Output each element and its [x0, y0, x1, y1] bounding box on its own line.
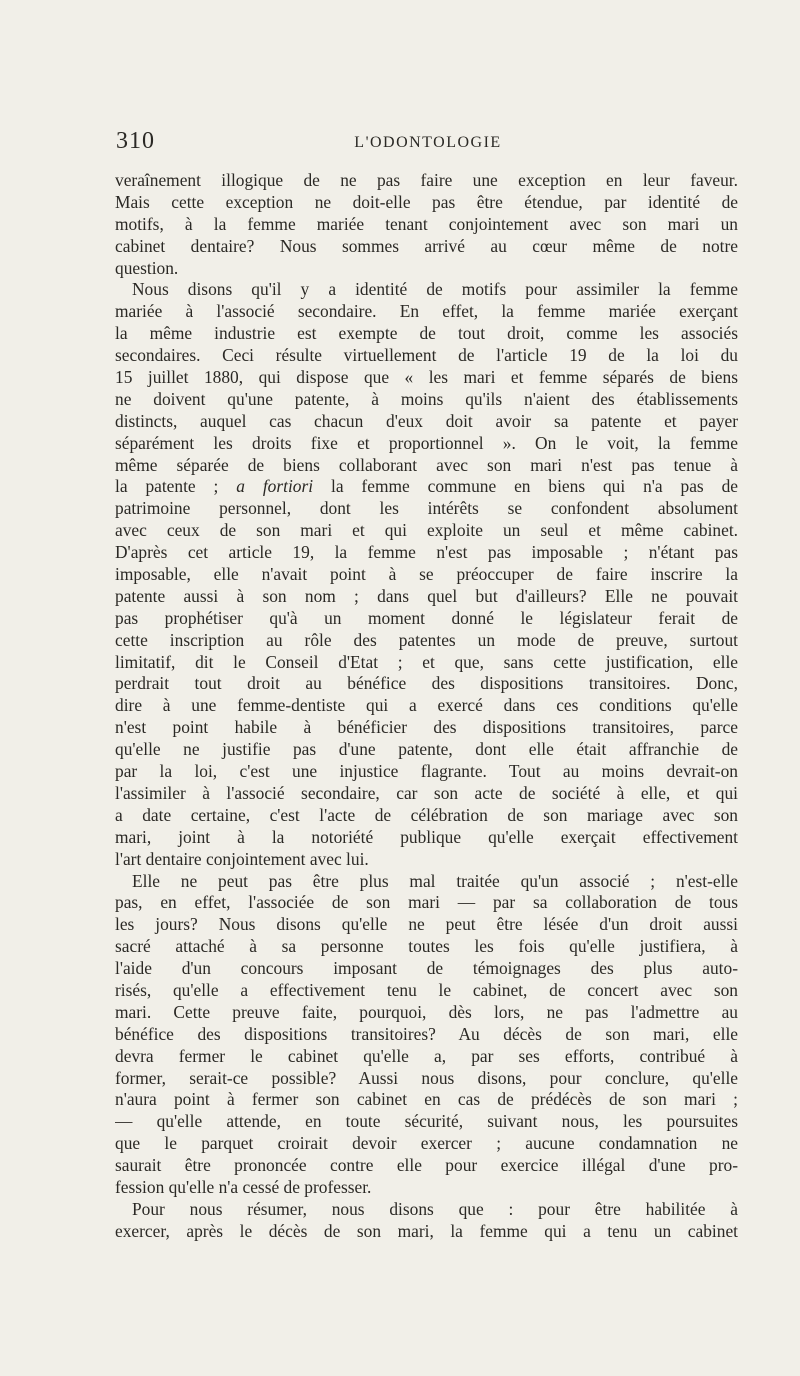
text-line: 15 juillet 1880, qui dispose que « les mari et femme séparés de biens — [115, 367, 738, 388]
text-line: — qu'elle attende, en toute sécurité, suivant nous, les poursuites — [115, 1111, 738, 1132]
text-line: la même industrie est exempte de tout droit, comme les associés — [115, 323, 738, 344]
text-line: motifs, à la femme mariée tenant conjointement avec son mari un — [115, 213, 738, 234]
text-line: par la loi, c'est une injustice flagrante. Tout au moins devrait-on — [115, 761, 738, 782]
text-line: a date certaine, c'est l'acte de célébration de son mariage avec son — [115, 804, 738, 825]
text-line: Mais cette exception ne doit-elle pas être étendue, par identité de — [115, 191, 738, 212]
text-line: l'assimiler à l'associé secondaire, car son acte de société à elle, et qui — [115, 782, 738, 803]
running-title: L'ODONTOLOGIE — [354, 134, 502, 151]
text-line: Pour nous résumer, nous disons que : pour être habilitée à — [132, 1198, 738, 1219]
text-line: question. — [115, 257, 179, 278]
italic-phrase: a fortiori — [236, 476, 314, 497]
text-line: Elle ne peut pas être plus mal traitée qu'un associé ; n'est-elle — [132, 870, 738, 891]
text-line: ne doivent qu'une patente, à moins qu'ils n'aient des établissements — [115, 388, 738, 409]
text-line: veraînement illogique de ne pas faire une exception en leur faveur. — [115, 170, 738, 190]
text-line: les jours? Nous disons qu'elle ne peut être lésée d'un droit aussi — [115, 914, 738, 935]
text-line: devra fermer le cabinet qu'elle a, par ses efforts, contribué à — [115, 1045, 738, 1066]
text-line: risés, qu'elle a effectivement tenu le cabinet, de concert avec son — [115, 979, 738, 1000]
page-number: 310 — [116, 128, 155, 154]
text-line: patrimoine personnel, dont les intérêts se confondent absolument — [115, 498, 738, 519]
text-line: Nous disons qu'il y a identité de motifs pour assimiler la femme — [132, 279, 738, 300]
text-line: D'après cet article 19, la femme n'est pas imposable ; n'étant pas — [115, 542, 738, 563]
text-line: perdrait tout droit au bénéfice des dispositions transitoires. Donc, — [115, 673, 738, 694]
text-line: mari. Cette preuve faite, pourquoi, dès lors, ne pas l'admettre au — [115, 1001, 738, 1022]
text-line: distincts, auquel cas chacun d'eux doit avoir sa patente et payer — [115, 410, 738, 431]
text-line: avec ceux de son mari et qui exploite un seul et même cabinet. — [115, 520, 738, 541]
text-line: fession qu'elle n'a cessé de professer. — [115, 1176, 372, 1197]
text-line: exercer, après le décès de son mari, la femme qui a tenu un cabinet — [115, 1220, 738, 1241]
text-line: l'aide d'un concours imposant de témoignages des plus auto- — [115, 958, 738, 979]
text-line: n'aura point à fermer son cabinet en cas de prédécès de son mari ; — [115, 1089, 738, 1110]
text-line: pas prophétiser qu'à un moment donné le législateur ferait de — [115, 607, 738, 628]
text-line: séparément les droits fixe et proportionnel ». On le voit, la femme — [115, 432, 738, 453]
text-line: mari, joint à la notoriété publique qu'elle exerçait effectivement — [115, 826, 738, 847]
text-line: dire à une femme-dentiste qui a exercé dans ces conditions qu'elle — [115, 695, 738, 716]
text-line: qu'elle ne justifie pas d'une patente, dont elle était affranchie de — [115, 739, 738, 760]
text-line: secondaires. Ceci résulte virtuellement de l'article 19 de la loi du — [115, 345, 738, 366]
text-line: que le parquet croirait devoir exercer ; aucune condamnation ne — [115, 1133, 738, 1154]
text-line: n'est point habile à bénéficier des dispositions transitoires, parce — [115, 717, 738, 738]
text-line: mariée à l'associé secondaire. En effet, la femme mariée exerçant — [115, 301, 738, 322]
text-line: cabinet dentaire? Nous sommes arrivé au cœur même de notre — [115, 235, 738, 256]
text-line: pas, en effet, l'associée de son mari — par sa collaboration de tous — [115, 892, 738, 913]
body-text — [115, 170, 738, 1243]
page-header — [116, 128, 740, 160]
text-line: limitatif, dit le Conseil d'Etat ; et que, sans cette justification, elle — [115, 651, 738, 672]
text-line: saurait être prononcée contre elle pour exercice illégal d'une pro- — [115, 1155, 738, 1176]
text-line: cette inscription au rôle des patentes un mode de preuve, surtout — [115, 629, 738, 650]
text-line: l'art dentaire conjointement avec lui. — [115, 848, 369, 869]
text-line: former, serait-ce possible? Aussi nous disons, pour conclure, qu'elle — [115, 1067, 738, 1088]
text-line: même séparée de biens collaborant avec son mari n'est pas tenue à — [115, 454, 738, 475]
text-line: patente aussi à son nom ; dans quel but d'ailleurs? Elle ne pouvait — [115, 585, 738, 606]
text-line: bénéfice des dispositions transitoires? Au décès de son mari, elle — [115, 1023, 738, 1044]
text-line: imposable, elle n'avait point à se préoccuper de faire inscrire la — [115, 564, 738, 585]
text-line: la patente ; a fortiori la femme commune en biens qui n'a pas de — [115, 476, 738, 497]
text-line: sacré attaché à sa personne toutes les fois qu'elle justifiera, à — [115, 936, 738, 957]
